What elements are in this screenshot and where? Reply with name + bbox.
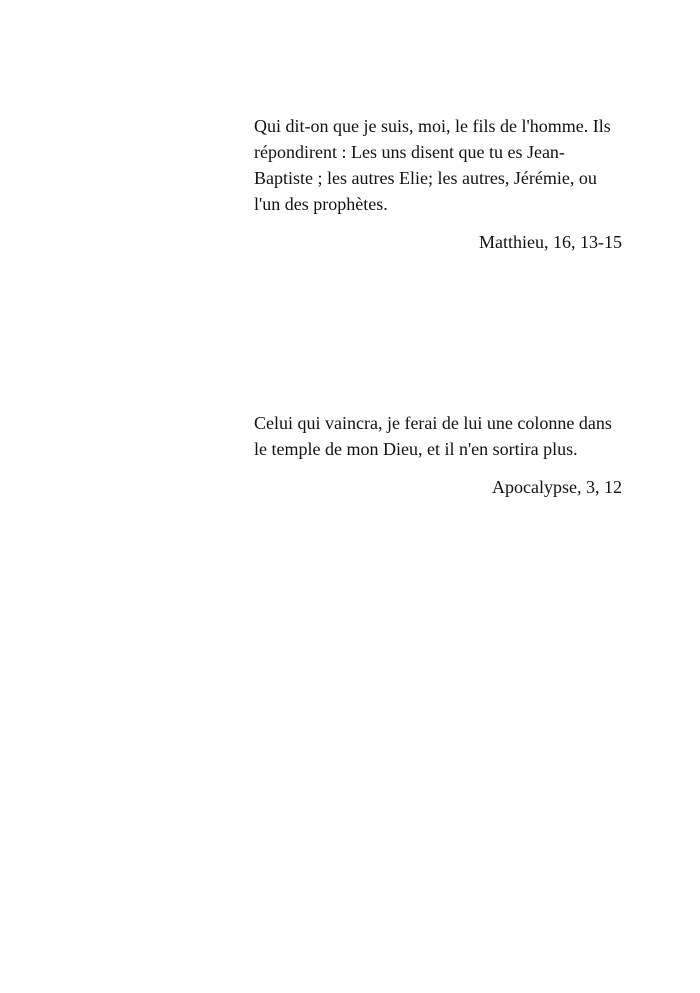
epigraph-apocalypse — [254, 410, 622, 500]
epigraph-matthieu — [254, 113, 622, 255]
epigraph-quote: Qui dit-on que je suis, moi, le fils de l'homme. Ils répondirent : Les uns disent que tu es Jean-Baptiste ; les autres Elie; les autres, Jérémie, ou l'un des prophètes. — [254, 116, 611, 214]
epigraph-source: Apocalypse, 3, 12 — [492, 477, 622, 497]
epigraph-quote: Celui qui vaincra, je ferai de lui une colonne dans le temple de mon Dieu, et il n'en sortira plus. — [254, 413, 612, 459]
epigraph-source: Matthieu, 16, 13-15 — [479, 232, 622, 252]
